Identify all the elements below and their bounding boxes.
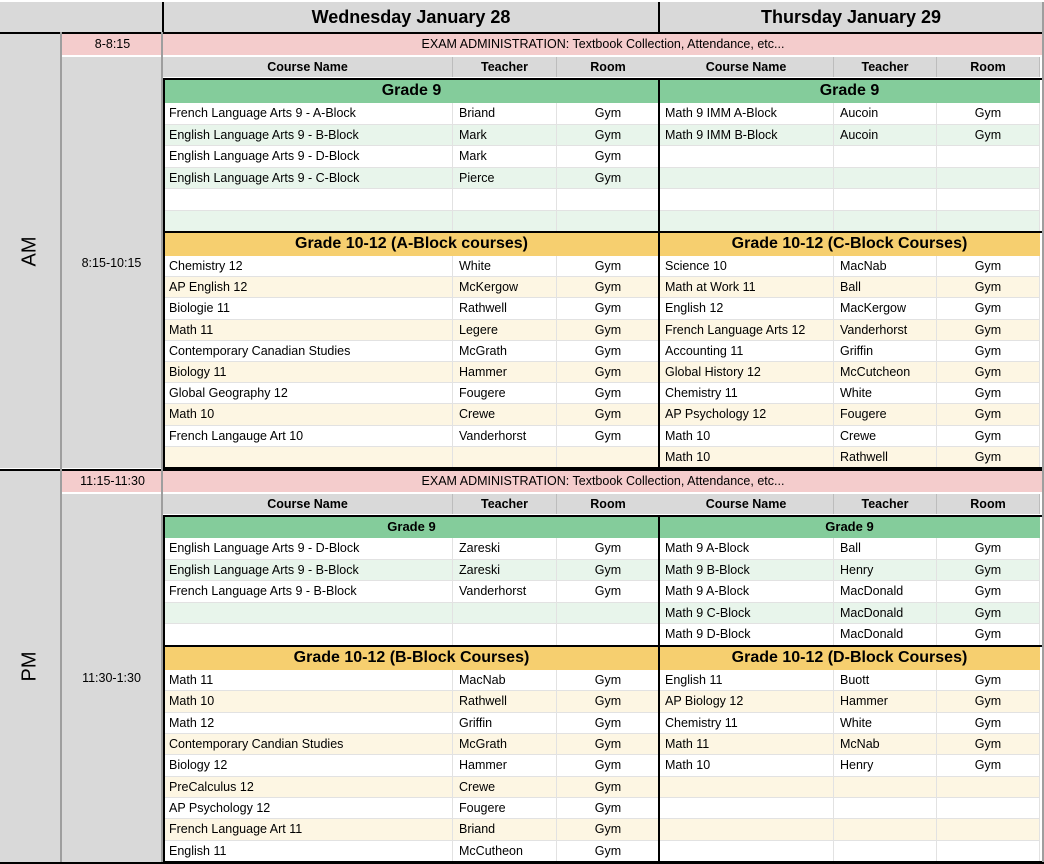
course-name: Biology 12 [163,755,453,776]
empty-cell [937,146,1040,168]
room-name: Gym [937,670,1040,691]
teacher-name: Rathwell [834,447,937,468]
room-name: Gym [937,383,1040,404]
grid-line [163,515,1043,517]
column-header: Course Name [163,57,453,77]
room-name: Gym [937,320,1040,341]
grade9-header: Grade 9 [659,79,1040,103]
course-name: Global Geography 12 [163,383,453,404]
am-label-text: AM [18,236,41,266]
teacher-name: Zareski [453,560,557,582]
corner-cell [0,2,62,32]
empty-cell [453,624,557,646]
day-header-wednesday: Wednesday January 28 [163,2,659,32]
empty-cell [453,211,557,233]
corner-cell [62,2,163,32]
am-admin-time: 8-8:15 [62,34,163,55]
teacher-name: Hammer [453,362,557,383]
course-name: Math 11 [163,320,453,341]
grid-line [163,231,1043,233]
room-name: Gym [557,320,660,341]
empty-cell [834,146,937,168]
empty-cell [937,168,1040,190]
course-name: Chemistry 12 [163,256,453,277]
grid-line [658,2,660,34]
teacher-name: Mark [453,146,557,168]
course-name: Chemistry 11 [659,383,834,404]
course-name: Math at Work 11 [659,277,834,298]
grid-line [0,469,1044,471]
course-name: AP Psychology 12 [659,404,834,425]
teacher-name: Vanderhorst [453,581,557,603]
room-name: Gym [557,841,660,862]
teacher-name: Legere [453,320,557,341]
room-name: Gym [557,168,660,190]
am-label [0,34,60,468]
grid-line [163,78,1043,80]
teacher-name: Vanderhorst [834,320,937,341]
teacher-name: Griffin [834,341,937,362]
room-name: Gym [557,798,660,819]
course-name: Math 9 A-Block [659,581,834,603]
pm-admin-text: EXAM ADMINISTRATION: Textbook Collection, Attendance, etc... [163,471,1043,492]
column-header: Teacher [834,494,937,514]
empty-cell [659,146,834,168]
teacher-name: White [834,383,937,404]
empty-cell [937,211,1040,233]
course-name: Accounting 11 [659,341,834,362]
teacher-name: Buott [834,670,937,691]
room-name: Gym [937,755,1040,776]
pm-label [0,471,60,862]
course-name: English Language Arts 9 - D-Block [163,538,453,560]
room-name: Gym [557,383,660,404]
teacher-name: Fougere [453,383,557,404]
room-name: Gym [937,581,1040,603]
teacher-name: White [834,713,937,734]
course-name: Math 10 [163,691,453,712]
teacher-name: Vanderhorst [453,426,557,447]
room-name: Gym [557,670,660,691]
empty-cell [557,189,660,211]
column-header: Teacher [453,57,557,77]
column-header: Teacher [453,494,557,514]
teacher-name: Ball [834,538,937,560]
course-name: Chemistry 11 [659,713,834,734]
course-name: Math 9 B-Block [659,560,834,582]
teacher-name: McCutcheon [834,362,937,383]
room-name: Gym [937,624,1040,646]
room-name: Gym [557,691,660,712]
teacher-name: McCutheon [453,841,557,862]
course-name: English 11 [659,670,834,691]
teacher-name: Rathwell [453,298,557,319]
teacher-name: Crewe [453,404,557,425]
teacher-name: Mark [453,125,557,147]
room-name: Gym [937,603,1040,625]
grid-line [658,515,660,861]
course-name: Math 11 [659,734,834,755]
am-admin-text: EXAM ADMINISTRATION: Textbook Collection, Attendance, etc... [163,34,1043,55]
teacher-name: Zareski [453,538,557,560]
teacher-name: Crewe [453,777,557,798]
room-name: Gym [557,819,660,840]
column-header: Room [937,494,1040,514]
empty-cell [834,211,937,233]
column-header: Room [557,494,660,514]
room-name: Gym [937,103,1040,125]
course-name: French Language Art 11 [163,819,453,840]
grid-line [163,645,1043,647]
teacher-name: Briand [453,103,557,125]
teacher-name: Hammer [834,691,937,712]
empty-cell [834,189,937,211]
course-name: French Language Arts 9 - B-Block [163,581,453,603]
grade9-header: Grade 9 [659,516,1040,538]
course-name: English Language Arts 9 - B-Block [163,560,453,582]
room-name: Gym [937,734,1040,755]
room-name: Gym [557,734,660,755]
course-name: French Language Arts 9 - A-Block [163,103,453,125]
room-name: Gym [557,404,660,425]
teacher-name: Fougere [453,798,557,819]
column-header: Course Name [659,57,834,77]
column-header: Room [937,57,1040,77]
course-name: English Language Arts 9 - D-Block [163,146,453,168]
senior-header: Grade 10-12 (D-Block Courses) [659,646,1040,670]
room-name: Gym [937,404,1040,425]
teacher-name: Crewe [834,426,937,447]
room-name: Gym [557,426,660,447]
grade9-header: Grade 9 [163,79,660,103]
room-name: Gym [937,298,1040,319]
column-header: Room [557,57,660,77]
course-name: AP Psychology 12 [163,798,453,819]
empty-cell [453,189,557,211]
teacher-name: Hammer [453,755,557,776]
empty-cell [659,819,834,840]
course-name: Math 10 [163,404,453,425]
empty-cell [659,777,834,798]
room-name: Gym [557,362,660,383]
room-name: Gym [937,362,1040,383]
empty-cell [834,841,937,862]
course-name: PreCalculus 12 [163,777,453,798]
room-name: Gym [937,426,1040,447]
empty-cell [659,798,834,819]
course-name: English 12 [659,298,834,319]
empty-cell [834,777,937,798]
room-name: Gym [557,341,660,362]
empty-cell [937,777,1040,798]
course-name: French Langauge Art 10 [163,426,453,447]
room-name: Gym [937,341,1040,362]
pm-admin-time: 11:15-11:30 [62,471,163,492]
empty-cell [163,447,453,468]
senior-header: Grade 10-12 (C-Block Courses) [659,232,1040,256]
room-name: Gym [937,538,1040,560]
empty-cell [834,168,937,190]
grid-line [163,78,165,467]
empty-cell [834,798,937,819]
room-name: Gym [937,560,1040,582]
grid-line [161,32,163,862]
empty-cell [557,447,660,468]
course-name: Math 9 A-Block [659,538,834,560]
teacher-name: Henry [834,560,937,582]
empty-cell [453,447,557,468]
empty-cell [659,168,834,190]
course-name: English Language Arts 9 - B-Block [163,125,453,147]
course-name: Math 11 [163,670,453,691]
senior-header: Grade 10-12 (B-Block Courses) [163,646,660,670]
am-slot-time: 8:15-10:15 [62,57,161,468]
course-name: Math 9 IMM B-Block [659,125,834,147]
senior-header: Grade 10-12 (A-Block courses) [163,232,660,256]
teacher-name: MacNab [834,256,937,277]
teacher-name: Griffin [453,713,557,734]
grid-line [60,32,62,862]
grade9-header: Grade 9 [163,516,660,538]
grid-line [658,78,660,467]
course-name: Math 10 [659,755,834,776]
teacher-name: Ball [834,277,937,298]
teacher-name: Briand [453,819,557,840]
grid-line [163,515,165,861]
teacher-name: McNab [834,734,937,755]
empty-cell [163,189,453,211]
course-name: Math 9 IMM A-Block [659,103,834,125]
empty-cell [937,819,1040,840]
room-name: Gym [557,298,660,319]
course-name: Contemporary Candian Studies [163,734,453,755]
room-name: Gym [557,755,660,776]
empty-cell [659,841,834,862]
room-name: Gym [557,125,660,147]
course-name: Biology 11 [163,362,453,383]
empty-cell [163,624,453,646]
empty-cell [659,189,834,211]
course-name: Math 9 C-Block [659,603,834,625]
empty-cell [557,603,660,625]
course-name: Contemporary Canadian Studies [163,341,453,362]
teacher-name: MacNab [453,670,557,691]
column-header: Teacher [834,57,937,77]
teacher-name: McGrath [453,341,557,362]
course-name: English Language Arts 9 - C-Block [163,168,453,190]
column-header: Course Name [659,494,834,514]
course-name: AP Biology 12 [659,691,834,712]
room-name: Gym [557,777,660,798]
teacher-name: White [453,256,557,277]
empty-cell [557,624,660,646]
empty-cell [937,798,1040,819]
column-header: Course Name [163,494,453,514]
room-name: Gym [557,146,660,168]
teacher-name: Aucoin [834,125,937,147]
day-header-thursday: Thursday January 29 [659,2,1043,32]
course-name: Math 10 [659,426,834,447]
room-name: Gym [937,713,1040,734]
room-name: Gym [557,103,660,125]
empty-cell [937,841,1040,862]
empty-cell [163,603,453,625]
room-name: Gym [937,125,1040,147]
empty-cell [659,211,834,233]
room-name: Gym [557,277,660,298]
room-name: Gym [557,560,660,582]
room-name: Gym [937,447,1040,468]
teacher-name: Fougere [834,404,937,425]
course-name: Math 10 [659,447,834,468]
course-name: French Language Arts 12 [659,320,834,341]
grid-line [162,2,164,34]
course-name: Math 9 D-Block [659,624,834,646]
room-name: Gym [557,581,660,603]
room-name: Gym [557,713,660,734]
teacher-name: MacDonald [834,603,937,625]
empty-cell [834,819,937,840]
room-name: Gym [937,277,1040,298]
empty-cell [557,211,660,233]
empty-cell [453,603,557,625]
teacher-name: Aucoin [834,103,937,125]
course-name: Science 10 [659,256,834,277]
grid-line [0,32,1044,34]
course-name: Biologie 11 [163,298,453,319]
pm-slot-time: 11:30-1:30 [62,494,161,862]
course-name: AP English 12 [163,277,453,298]
room-name: Gym [937,691,1040,712]
teacher-name: MacKergow [834,298,937,319]
empty-cell [937,189,1040,211]
room-name: Gym [937,256,1040,277]
room-name: Gym [557,538,660,560]
teacher-name: MacDonald [834,581,937,603]
teacher-name: McKergow [453,277,557,298]
course-name: Global History 12 [659,362,834,383]
teacher-name: McGrath [453,734,557,755]
teacher-name: Rathwell [453,691,557,712]
empty-cell [163,211,453,233]
course-name: Math 12 [163,713,453,734]
teacher-name: Pierce [453,168,557,190]
pm-label-text: PM [18,651,41,682]
room-name: Gym [557,256,660,277]
teacher-name: MacDonald [834,624,937,646]
course-name: English 11 [163,841,453,862]
teacher-name: Henry [834,755,937,776]
